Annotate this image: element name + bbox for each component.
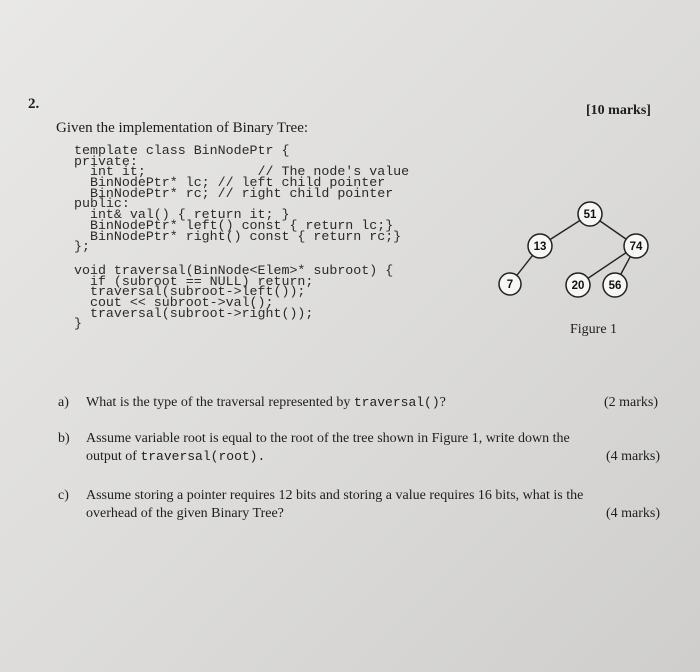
- code-line: BinNodePtr* left() const { return lc;}: [74, 217, 394, 233]
- code-line: BinNodePtr* right() const { return rc;}: [74, 228, 402, 244]
- question-number: 2.: [28, 96, 40, 112]
- subquestion-text: [86, 394, 446, 411]
- code-line: template class BinNodePtr {: [74, 143, 290, 158]
- code-line: if (subroot == NULL) return;: [74, 273, 314, 289]
- svg-text:51: 51: [583, 209, 597, 221]
- figure-caption: Figure 1: [570, 322, 618, 337]
- tree-node-74: [624, 234, 648, 258]
- subquestion-marks: (2 marks): [603, 395, 658, 410]
- code-line: traversal(subroot->right());: [74, 305, 314, 321]
- code-line: };: [74, 239, 90, 255]
- subquestion-marks: (4 marks): [605, 506, 660, 521]
- total-marks: [10 marks]: [586, 103, 651, 118]
- svg-text:20: 20: [571, 280, 585, 292]
- svg-text:13: 13: [533, 241, 547, 253]
- svg-text:56: 56: [608, 280, 622, 292]
- code-line: void traversal(BinNode<Elem>* subroot) {: [74, 262, 394, 278]
- tree-node-13: [528, 234, 552, 258]
- subquestion-marks: (4 marks): [605, 449, 660, 464]
- tree-node-7: [499, 273, 521, 295]
- subquestion-text-line1: Assume storing a pointer requires 12 bits and storing a value requires 16 bits, what is the: [86, 488, 584, 503]
- subquestion-label: b): [58, 431, 70, 446]
- subquestion-c: [58, 487, 660, 523]
- inline-code: traversal(): [353, 395, 440, 410]
- binary-tree-figure: [490, 195, 670, 315]
- subquestion-text-line1: Assume variable root is equal to the root of the tree shown in Figure 1, write down the: [86, 431, 570, 446]
- subquestion-a: [58, 394, 658, 414]
- code-line: int it; // The node's value: [74, 164, 410, 180]
- code-line: private:: [74, 153, 138, 169]
- code-line: }: [74, 316, 82, 332]
- code-block: [74, 143, 410, 332]
- subquestion-text-part: What is the type of the traversal represented by: [86, 395, 351, 410]
- code-line: BinNodePtr* lc; // left child pointer: [74, 175, 386, 191]
- tree-node-51: [578, 202, 602, 226]
- question-intro: Given the implementation of Binary Tree:: [56, 120, 309, 136]
- subquestion-label: c): [58, 488, 69, 503]
- code-line: BinNodePtr* rc; // right child pointer: [74, 185, 394, 201]
- code-line: cout << subroot->val();: [74, 294, 274, 310]
- subquestion-text-line2: overhead of the given Binary Tree?: [86, 506, 284, 521]
- code-line: traversal(subroot->left());: [74, 284, 306, 300]
- subquestion-text-line2: [86, 448, 265, 465]
- code-line: int& val() { return it; }: [74, 207, 290, 223]
- svg-text:74: 74: [629, 241, 643, 253]
- tree-node-20: [566, 273, 590, 297]
- subquestion-text-part: output of: [86, 449, 137, 464]
- code-line: public:: [74, 196, 130, 212]
- subquestion-b: [58, 430, 660, 466]
- svg-text:7: 7: [506, 279, 514, 291]
- tree-node-56: [603, 273, 627, 297]
- inline-code: traversal(root).: [140, 449, 266, 464]
- subquestion-label: a): [58, 395, 69, 410]
- subquestion-text-part: ?: [439, 395, 446, 410]
